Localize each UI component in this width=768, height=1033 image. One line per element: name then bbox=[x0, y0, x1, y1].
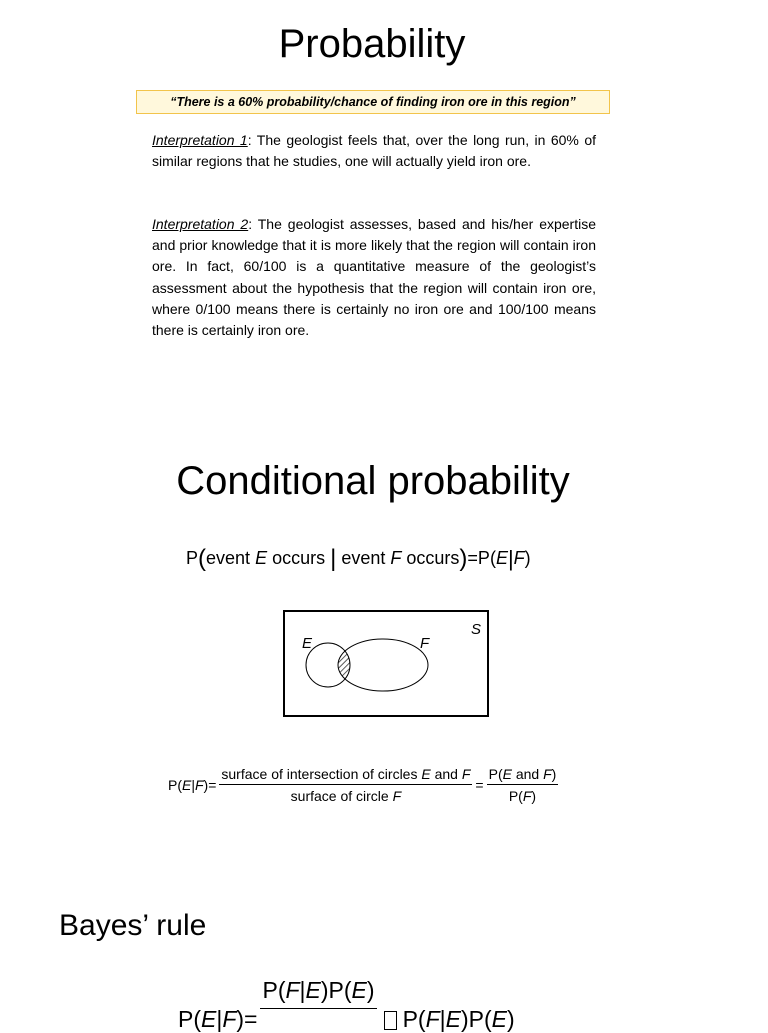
label-f: F bbox=[420, 635, 430, 652]
ellipse-f bbox=[338, 639, 428, 691]
conditional-probability-definition: P(event E occurs | event F occurs)=P(E|F) bbox=[186, 545, 531, 572]
probability-title: Probability bbox=[278, 22, 466, 66]
conditional-probability-title: Conditional probability bbox=[176, 459, 570, 503]
interpretation-2-label: Interpretation 2 bbox=[152, 216, 249, 232]
bayes-rule-formula: P(E|F)= P(F|E)P(E) P(F|E)P(E) bbox=[178, 977, 515, 1032]
label-s: S bbox=[471, 621, 482, 638]
label-e: E bbox=[302, 635, 313, 652]
interpretation-1-label: Interpretation 1 bbox=[152, 132, 248, 148]
missing-glyph-icon bbox=[384, 1011, 397, 1030]
bayes-rule-title: Bayes’ rule bbox=[59, 909, 207, 942]
interpretation-1 bbox=[152, 130, 596, 172]
quote-text: “There is a 60% probability/chance of finding iron ore in this region” bbox=[170, 95, 576, 109]
sample-space-rect bbox=[284, 611, 488, 716]
venn-diagram bbox=[283, 610, 491, 720]
interpretation-1-text: : The geologist feels that, over the long run, in 60% of similar regions that he studies, one will actually yield iron ore. bbox=[152, 132, 596, 170]
interpretation-2 bbox=[152, 214, 596, 341]
conditional-probability-ratio: P(E|F)= $\frac{\text{surface of intersection of circles E and F}}{\text{surface of circle F}}$ = $\frac{\text{P(E and F)}}{P(F)}$ bbox=[168, 766, 557, 804]
quote-box bbox=[136, 90, 610, 114]
interpretation-2-text: : The geologist assesses, based and his/her expertise and prior knowledge that it is more likely that the region will contain iron ore. In fact, 60/100 is a quantitative measure of the geologist’s assessment about the hypothesis that the region will contain iron ore, where 0/100 means there is certainly no iron ore and 100/100 means there is certainly iron ore. bbox=[152, 216, 597, 339]
